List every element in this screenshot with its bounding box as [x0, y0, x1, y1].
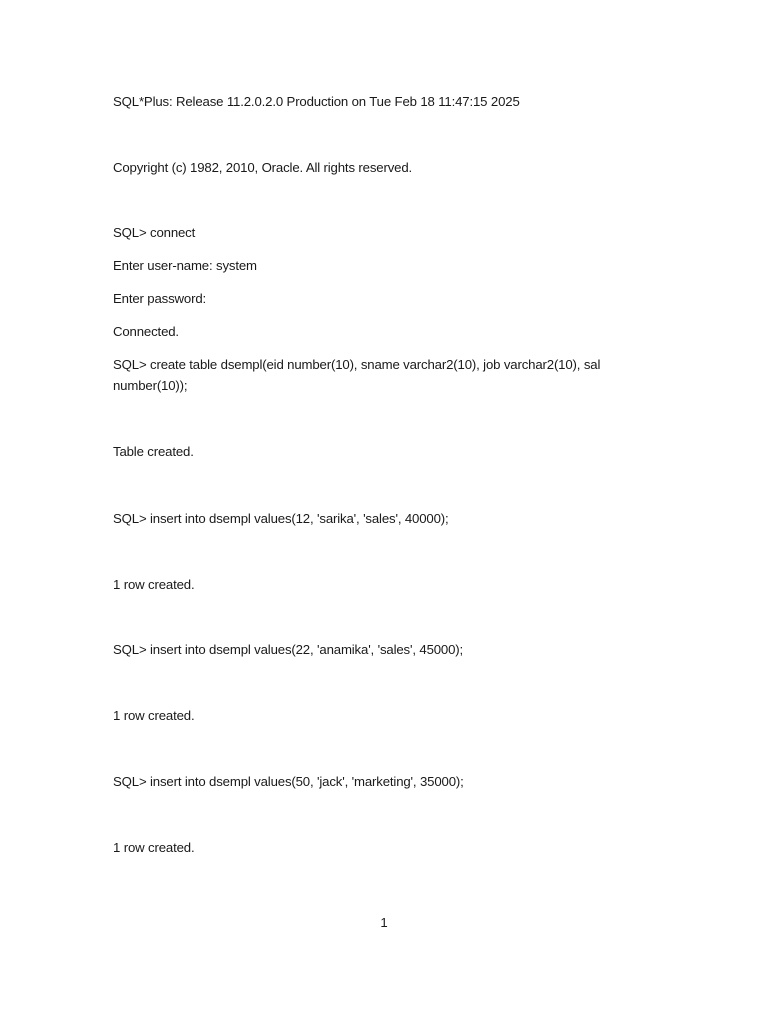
connect-command-line: SQL> connect — [113, 225, 196, 240]
insert-command-line-1: SQL> insert into dsempl values(12, 'sarika', 'sales', 40000); — [113, 511, 449, 526]
insert-command-line-3: SQL> insert into dsempl values(50, 'jack', 'marketing', 35000); — [113, 774, 464, 789]
row-created-status-line-2: 1 row created. — [113, 708, 195, 723]
copyright-line: Copyright (c) 1982, 2010, Oracle. All rights reserved. — [113, 160, 413, 175]
row-created-status-line-3: 1 row created. — [113, 840, 195, 855]
password-prompt-line: Enter password: — [113, 291, 207, 306]
sqlplus-banner-line: SQL*Plus: Release 11.2.0.2.0 Production on Tue Feb 18 11:47:15 2025 — [113, 94, 520, 109]
page-number: 1 — [380, 915, 388, 930]
username-prompt-line: Enter user-name: system — [113, 258, 257, 273]
table-created-status-line: Table created. — [113, 444, 194, 459]
row-created-status-line-1: 1 row created. — [113, 577, 195, 592]
connected-status-line: Connected. — [113, 324, 179, 339]
insert-command-line-2: SQL> insert into dsempl values(22, 'anamika', 'sales', 45000); — [113, 642, 464, 657]
create-table-command-continuation: number(10)); — [113, 378, 188, 393]
create-table-command-line: SQL> create table dsempl(eid number(10), sname varchar2(10), job varchar2(10), sal — [113, 357, 601, 372]
